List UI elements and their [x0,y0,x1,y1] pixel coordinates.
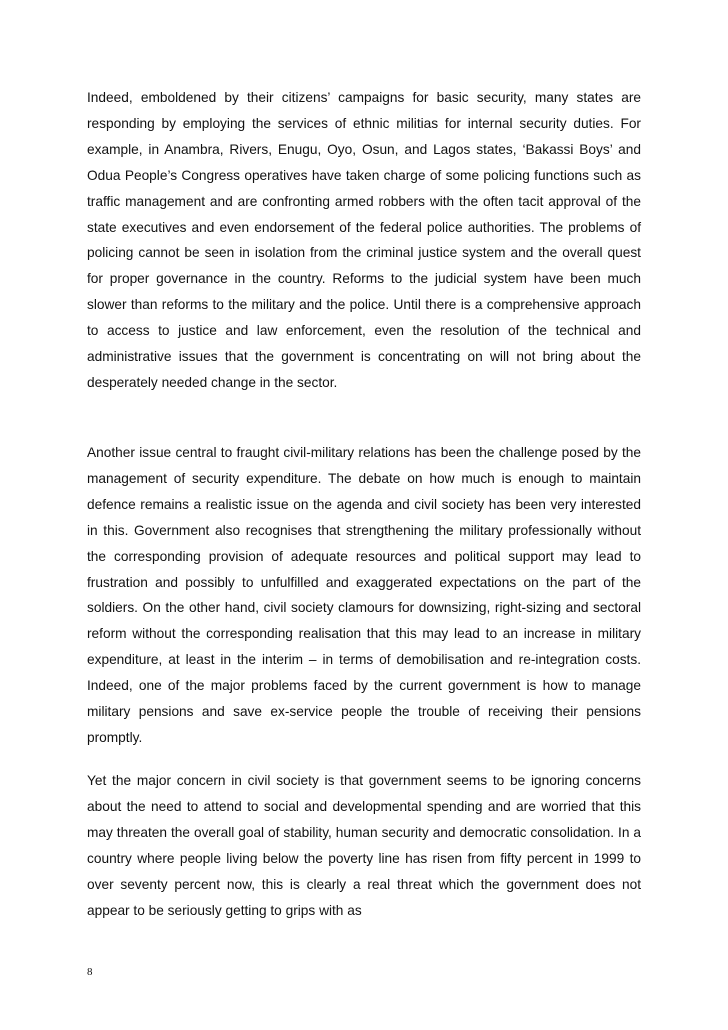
body-paragraph-2: Another issue central to fraught civil-military relations has been the challenge posed by the management of security expenditure. The debate on how much is enough to maintain defence remains a realistic issue on the agenda and civil society has been very interested in this. Government also recognises that strengthening the military professionally without the corresponding provision of adequate resources and political support may lead to frustration and possibly to unfulfilled and exaggerated expectations on the part of the soldiers. On the other hand, civil society clamours for downsizing, right-sizing and sectoral reform without the corresponding realisation that this may lead to an increase in military expenditure, at least in the interim – in terms of demobilisation and re-integration costs. Indeed, one of the major problems faced by the current government is how to manage military pensions and save ex-service people the trouble of receiving their pensions promptly. [87,445,641,745]
body-paragraph-3: Yet the major concern in civil society is that government seems to be ignoring concerns about the need to attend to social and developmental spending and are worried that this may threaten the overall goal of stability, human security and democratic consolidation. In a country where people living below the poverty line has risen from fifty percent in 1999 to over seventy percent now, this is clearly a real threat which the government does not appear to be seriously getting to grips with as [87,773,641,918]
body-paragraph-1: Indeed, emboldened by their citizens’ campaigns for basic security, many states are responding by employing the services of ethnic militias for internal security duties. For example, in Anambra, Rivers, Enugu, Oyo, Osun, and Lagos states, ‘Bakassi Boys’ and Odua People’s Congress operatives have taken charge of some policing functions such as traffic management and are confronting armed robbers with the often tacit approval of the state executives and even endorsement of the federal police authorities. The problems of policing cannot be seen in isolation from the criminal justice system and the overall quest for proper governance in the country. Reforms to the judicial system have been much slower than reforms to the military and the police. Until there is a comprehensive approach to access to justice and law enforcement, even the resolution of the technical and administrative issues that the government is concentrating on will not bring about the desperately needed change in the sector. [87,90,641,390]
page-number: 8 [87,966,93,978]
